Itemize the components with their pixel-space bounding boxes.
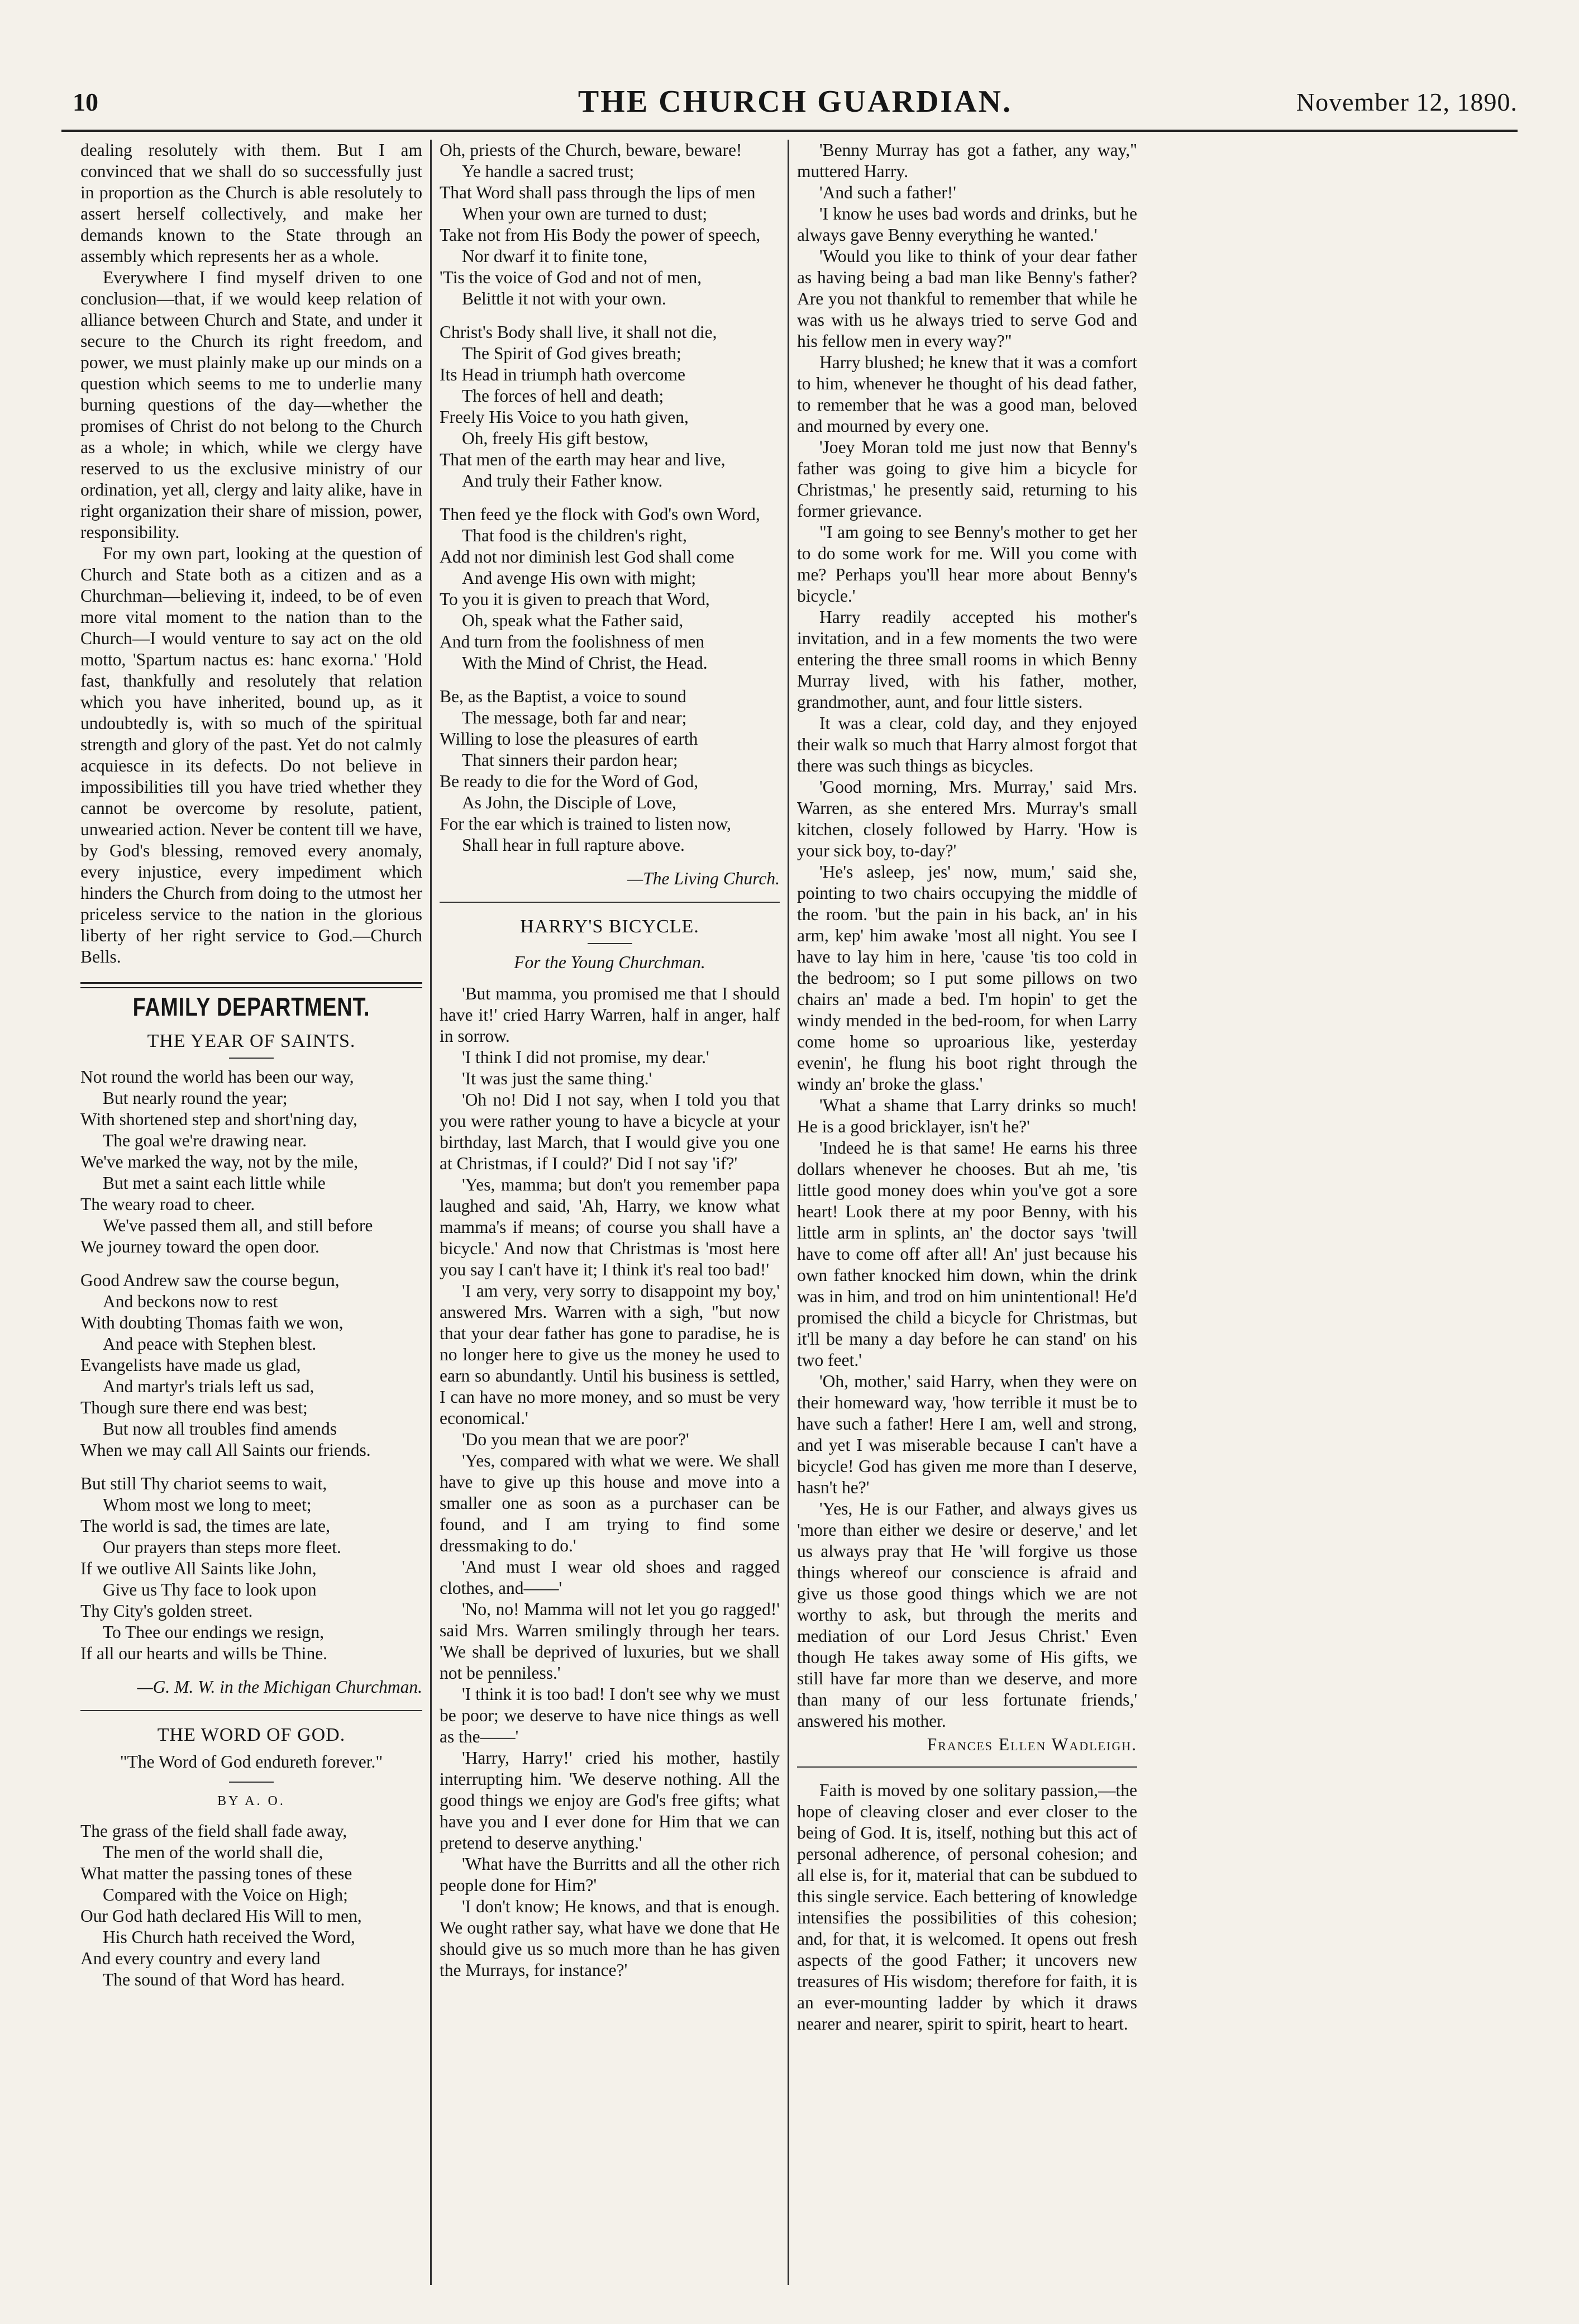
verse-line: The sound of that Word has heard.	[103, 1970, 345, 1989]
poem-year-of-saints	[80, 1066, 422, 1664]
stanza	[440, 140, 780, 309]
verse-line: And peace with Stephen blest.	[103, 1334, 317, 1354]
paragraph: 'I know he uses bad words and drinks, but he always gave Benny everything he wanted.'	[797, 204, 1137, 245]
stanza	[440, 504, 780, 674]
paragraph: 'Joey Moran told me just now that Benny's father was going to give him a bicycle for Christmas,' he presently said, returning to his former grievance.	[797, 437, 1137, 521]
verse-line: To you it is given to preach that Word,	[440, 589, 710, 609]
paragraph: 'Do you mean that we are poor?'	[462, 1430, 689, 1449]
title-rule	[229, 1058, 274, 1059]
verse-line: His Church hath received the Word,	[103, 1927, 355, 1947]
verse-line: And every country and every land	[80, 1949, 321, 1968]
verse-line: 'Tis the voice of God and not of men,	[440, 268, 702, 287]
verse-line: The forces of hell and death;	[462, 386, 664, 406]
column-3	[788, 140, 1145, 2285]
paragraph: 'Oh, mother,' said Harry, when they were on their homeward way, 'how terrible it must be to have such a father! Here I am, well and strong, and yet I was miserable because I can't have a bicycle! God has given me more than I deserve, hasn't he?'	[797, 1371, 1137, 1497]
section-divider	[797, 1766, 1137, 1768]
verse-line: Our prayers than steps more fleet.	[103, 1537, 341, 1557]
verse-line: And turn from the foolishness of men	[440, 632, 705, 651]
verse-line: Shall hear in full rapture above.	[462, 835, 685, 855]
verse-line: But nearly round the year;	[103, 1088, 288, 1108]
verse-line: The Spirit of God gives breath;	[462, 344, 681, 363]
verse-line: For the ear which is trained to listen now,	[440, 814, 731, 834]
verse-line: Whom most we long to meet;	[103, 1495, 312, 1515]
verse-line: Oh, speak what the Father said,	[462, 611, 684, 630]
column-2	[430, 140, 788, 2285]
title-rule	[229, 1782, 274, 1783]
verse-line: Give us Thy face to look upon	[103, 1580, 317, 1599]
poem-byline: BY A. O.	[217, 1794, 285, 1808]
verse-line: What matter the passing tones of these	[80, 1864, 352, 1883]
verse-line: The world is sad, the times are late,	[80, 1516, 330, 1536]
verse-line: Oh, priests of the Church, beware, beware!	[440, 140, 742, 160]
newspaper-title: THE CHURCH GUARDIAN.	[578, 84, 1013, 119]
verse-line: If we outlive All Saints like John,	[80, 1559, 317, 1578]
article-church-and-state	[80, 140, 422, 968]
stanza	[80, 1066, 422, 1258]
paragraph: 'And such a father!'	[819, 183, 956, 202]
paragraph: 'Oh no! Did I not say, when I told you that you were rather young to have a bicycle at your birthday, last March, that I would give you one at Christmas, if I could?' Did I not say 'if?'	[440, 1090, 780, 1173]
verse-line: But still Thy chariot seems to wait,	[80, 1474, 327, 1493]
paragraph: 'He's asleep, jes' now, mum,' said she, pointing to two chairs occupying the middle of the room. 'but the pain in his back, an' in his arm, kep' him awake 'most all night. You see I have to lay him in here, 'cause 'tis too cold in the bedroom; so I put some pillows on two chairs an' made a bed. I'm hopin' to get the windy mended in the bed-room, for when Larry come home so uproarious like, yesterday evenin', he flung his boot right through the windy an' broke the glass.'	[797, 862, 1137, 1094]
verse-line: But now all troubles find amends	[103, 1419, 337, 1439]
story-author: Frances Ellen Wadleigh.	[927, 1735, 1137, 1754]
verse-line: Thy City's golden street.	[80, 1601, 253, 1621]
verse-line: The message, both far and near;	[462, 708, 687, 727]
stanza	[80, 1821, 422, 1990]
verse-line: We've marked the way, not by the mile,	[80, 1152, 359, 1171]
verse-line: Nor dwarf it to finite tone,	[462, 246, 648, 266]
stanza	[80, 1473, 422, 1664]
masthead-rule	[61, 130, 1518, 132]
stanza	[440, 686, 780, 856]
verse-line: Belittle it not with your own.	[462, 289, 666, 308]
poem-credit: —G. M. W. in the Michigan Churchman.	[137, 1677, 422, 1697]
poem-word-of-god-part-2	[440, 140, 780, 856]
verse-line: To Thee our endings we resign,	[103, 1622, 325, 1642]
verse-line: And beckons now to rest	[103, 1292, 278, 1311]
section-divider	[440, 902, 780, 903]
paragraph: Harry blushed; he knew that it was a comfort to him, whenever he thought of his dead father, to remember that he was a good man, beloved and mourned by every one.	[797, 353, 1137, 436]
paragraph: 'Good morning, Mrs. Murray,' said Mrs. Warren, as she entered Mrs. Murray's small kitchen, closely followed by Harry. 'How is your sick boy, to-day?'	[797, 777, 1137, 860]
verse-line: Add not nor diminish lest God shall come	[440, 547, 734, 566]
columns	[73, 140, 1502, 2285]
verse-line: Our God hath declared His Will to men,	[80, 1906, 362, 1926]
verse-line: Willing to lose the pleasures of earth	[440, 729, 698, 749]
verse-line: But met a saint each little while	[103, 1173, 326, 1193]
verse-line: If all our hearts and wills be Thine.	[80, 1644, 328, 1663]
verse-line: And avenge His own with might;	[462, 568, 697, 588]
verse-line: That sinners their pardon hear;	[462, 750, 678, 770]
page-number: 10	[73, 88, 98, 116]
verse-line: When your own are turned to dust;	[462, 204, 708, 223]
verse-line: With the Mind of Christ, the Head.	[462, 653, 708, 673]
stanza	[440, 322, 780, 492]
section-divider	[80, 982, 422, 988]
stanza	[80, 1270, 422, 1461]
paragraph: 'But mamma, you promised me that I should have it!' cried Harry Warren, half in anger, half in sorrow.	[440, 984, 780, 1046]
verse-line: Take not from His Body the power of speech,	[440, 225, 761, 245]
story-harrys-bicycle-part-1	[440, 983, 780, 1981]
story-title: HARRY'S BICYCLE.	[520, 916, 699, 937]
paragraph: 'What a shame that Larry drinks so much! He is a good bricklayer, isn't he?'	[797, 1096, 1137, 1136]
verse-line: Freely His Voice to you hath given,	[440, 407, 689, 427]
section-divider	[80, 1710, 422, 1711]
verse-line: Evangelists have made us glad,	[80, 1355, 301, 1375]
verse-line: That men of the earth may hear and live,	[440, 450, 726, 469]
verse-line: Though sure there end was best;	[80, 1398, 308, 1417]
paragraph: 'It was just the same thing.'	[462, 1069, 652, 1088]
paragraph: 'What have the Burritts and all the other rich people done for Him?'	[440, 1854, 780, 1895]
paragraph: 'I am very, very sorry to disappoint my boy,' answered Mrs. Warren with a sigh, "but now that your dear father has gone to paradise, he is no longer here to give us the money he used to earn so abundantly. Until his business is settled, I can have no more money, and so must be very economical.'	[440, 1281, 780, 1428]
poem-word-of-god-part-1	[80, 1821, 422, 1990]
poem-title-word-of-god: THE WORD OF GOD.	[157, 1725, 346, 1745]
verse-line: With doubting Thomas faith we won,	[80, 1313, 344, 1332]
verse-line: With shortened step and short'ning day,	[80, 1109, 357, 1129]
paragraph: 'I don't know; He knows, and that is enough. We ought rather say, what have we done that He should give us so much more than he has given the Murrays, for instance?'	[440, 1897, 780, 1980]
verse-line: And truly their Father know.	[462, 471, 663, 490]
paragraph: It was a clear, cold day, and they enjoyed their walk so much that Harry almost forgot that there was such things as bicycles.	[797, 713, 1137, 775]
verse-line: We've passed them all, and still before	[103, 1216, 373, 1235]
paragraph: 'Yes, compared with what we were. We shall have to give up this house and move into a smaller one as soon as a purchaser can be found, and I am trying to find some dressmaking to do.'	[440, 1451, 780, 1555]
verse-line: That food is the children's right,	[462, 526, 687, 545]
paragraph: Harry readily accepted his mother's invitation, and in a few moments the two were entering the three small rooms in which Benny Murray lived, with his father, mother, grandmother, aunt, and four little sisters.	[797, 607, 1137, 712]
paragraph: 'Harry, Harry!' cried his mother, hastily interrupting him. 'We deserve nothing. All the good things we enjoy are God's free gifts; what have you and I ever done for Him that we can pretend to deserve anything.'	[440, 1748, 780, 1852]
verse-line: Oh, freely His gift bestow,	[462, 428, 648, 448]
paragraph: 'I think it is too bad! I don't see why we must be poor; we deserve to have nice things as well as the——'	[440, 1684, 780, 1746]
story-harrys-bicycle-part-2	[797, 140, 1137, 1732]
paragraph: 'Yes, He is our Father, and always gives us 'more than either we desire or deserve,' and let us always pray that He 'will forgive us those things whereof our conscience is afraid and give us those good things which we are not worthy to ask, but through the merits and mediation of our Lord Jesus Christ.' Even though He takes away some of His gifts, we still have far more than we deserve, and more than many of our less fortunate friends,' answered his mother.	[797, 1499, 1137, 1731]
verse-line: Its Head in triumph hath overcome	[440, 365, 686, 384]
paragraph: 'Benny Murray has got a father, any way," muttered Harry.	[797, 140, 1137, 181]
faith-paragraph: Faith is moved by one solitary passion,—the hope of cleaving closer and ever closer to the being of God. It is, itself, nothing but this act of personal adherence, of personal cohesion; and all else is, for it, material that can be subdued to this single service. Each bettering of knowledge intensifies the possibilities of this cohesion; and, for that, it is welcomed. It opens out fresh aspects of the good Father; it uncovers new treasures of His wisdom; therefore for faith, it is an ever-mounting ladder by which it draws nearer and nearer, spirit to spirit, heart to heart.	[797, 1780, 1137, 2034]
paragraph: 'And must I wear old shoes and ragged clothes, and——'	[440, 1557, 780, 1598]
department-heading: FAMILY DEPARTMENT.	[132, 992, 370, 1021]
verse-line: As John, the Disciple of Love,	[462, 793, 677, 812]
verse-line: Be, as the Baptist, a voice to sound	[440, 687, 686, 706]
poem-credit: —The Living Church.	[627, 869, 780, 888]
title-rule	[588, 943, 632, 944]
paragraph: 'I think I did not promise, my dear.'	[462, 1047, 709, 1067]
poem-title-year-of-saints: THE YEAR OF SAINTS.	[147, 1031, 356, 1051]
verse-line: The grass of the field shall fade away,	[80, 1821, 347, 1841]
verse-line: Ye handle a sacred trust;	[462, 161, 635, 181]
verse-line: The weary road to cheer.	[80, 1194, 255, 1214]
verse-line: Then feed ye the flock with God's own Word,	[440, 504, 760, 524]
verse-line: And martyr's trials left us sad,	[103, 1377, 314, 1396]
verse-line: Good Andrew saw the course begun,	[80, 1270, 340, 1290]
paragraph: 'No, no! Mamma will not let you go ragged!' said Mrs. Warren smilingly through her tears. 'We shall be deprived of luxuries, but we shall not be penniless.'	[440, 1599, 780, 1683]
verse-line: When we may call All Saints our friends.	[80, 1440, 371, 1460]
story-subtitle: For the Young Churchman.	[514, 953, 705, 972]
verse-line: Be ready to die for the Word of God,	[440, 772, 699, 791]
verse-line: Christ's Body shall live, it shall not die,	[440, 322, 717, 342]
issue-date: November 12, 1890.	[1296, 88, 1518, 116]
paragraph: Everywhere I find myself driven to one conclusion—that, if we would keep relation of alliance between Church and State, and under it secure to the Church its right freedom, and power, we must plainly make up our minds on a question which seems to me to underlie many burning questions of the day—whether the promises of Christ do not belong to the Church as a whole; in which, while we clergy have reserved to us the exclusive ministry of our ordination, yet all, clergy and laity alike, have in right organization their share of mission, power, responsibility.	[80, 268, 422, 542]
verse-line: We journey toward the open door.	[80, 1237, 319, 1256]
masthead	[73, 84, 1518, 128]
poem-motto: "The Word of God endureth forever."	[120, 1752, 383, 1771]
verse-line: Compared with the Voice on High;	[103, 1885, 348, 1904]
verse-line: The goal we're drawing near.	[103, 1131, 307, 1150]
paragraph: For my own part, looking at the question of Church and State both as a citizen and as a Churchman—believing it, indeed, to be of even more vital moment to the nation than to the Church—I would venture to say act on the old motto, 'Spartum nactus es: hanc exorna.' 'Hold fast, thankfully and resolutely that relation which you have inherited, bound up, as it undoubtedly is, with so much of the spiritual strength and glory of the past. Yet do not calmly acquiesce in its defects. Do not believe in impossibilities till you have tried whether they cannot be overcome by resolute, patient, unwearied action. Never be content till we have, by God's blessing, removed every anomaly, every injustice, every impediment which hinders the Church from doing to the utmost her priceless service to the nation in the glorious liberty of her right service to God.—Church Bells.	[80, 544, 422, 966]
paragraph: "I am going to see Benny's mother to get her to do some work for me. Will you come with me? Perhaps you'll hear more about Benny's bicycle.'	[797, 522, 1137, 606]
verse-line: The men of the world shall die,	[103, 1842, 323, 1862]
verse-line: That Word shall pass through the lips of men	[440, 183, 756, 202]
paragraph: dealing resolutely with them. But I am convinced that we shall do so successfully just in proportion as the Church is able resolutely to assert herself collectively, and make her demands known to the State through an assembly which represents her as a whole.	[80, 140, 422, 266]
paragraph: 'Yes, mamma; but don't you remember papa laughed and said, 'Ah, Harry, we know what mamma's if means; of course you shall have a bicycle.' And now that Christmas is 'most here you say I can't have it; I think it's real too bad!'	[440, 1175, 780, 1279]
verse-line: Not round the world has been our way,	[80, 1067, 354, 1087]
column-1	[73, 140, 430, 2285]
paragraph: 'Would you like to think of your dear father as having being a bad man like Benny's father? Are you not thankful to remember that while he was with us he always tried to serve God and his fellow men in every way?"	[797, 246, 1137, 351]
paragraph: 'Indeed he is that same! He earns his three dollars whenever he chooses. But ah me, 'tis little good money does whin you've got a sore heart! Look there at my poor Benny, with his little arm in splints, an' the doctor says 'twill have to come off after all! An' just because his own father knocked him down, whin the drink was in him, and trod on him unintentional! He'd promised the child a bicycle for Christmas, but it'll be many a day before he can stand' on his two feet.'	[797, 1138, 1137, 1370]
